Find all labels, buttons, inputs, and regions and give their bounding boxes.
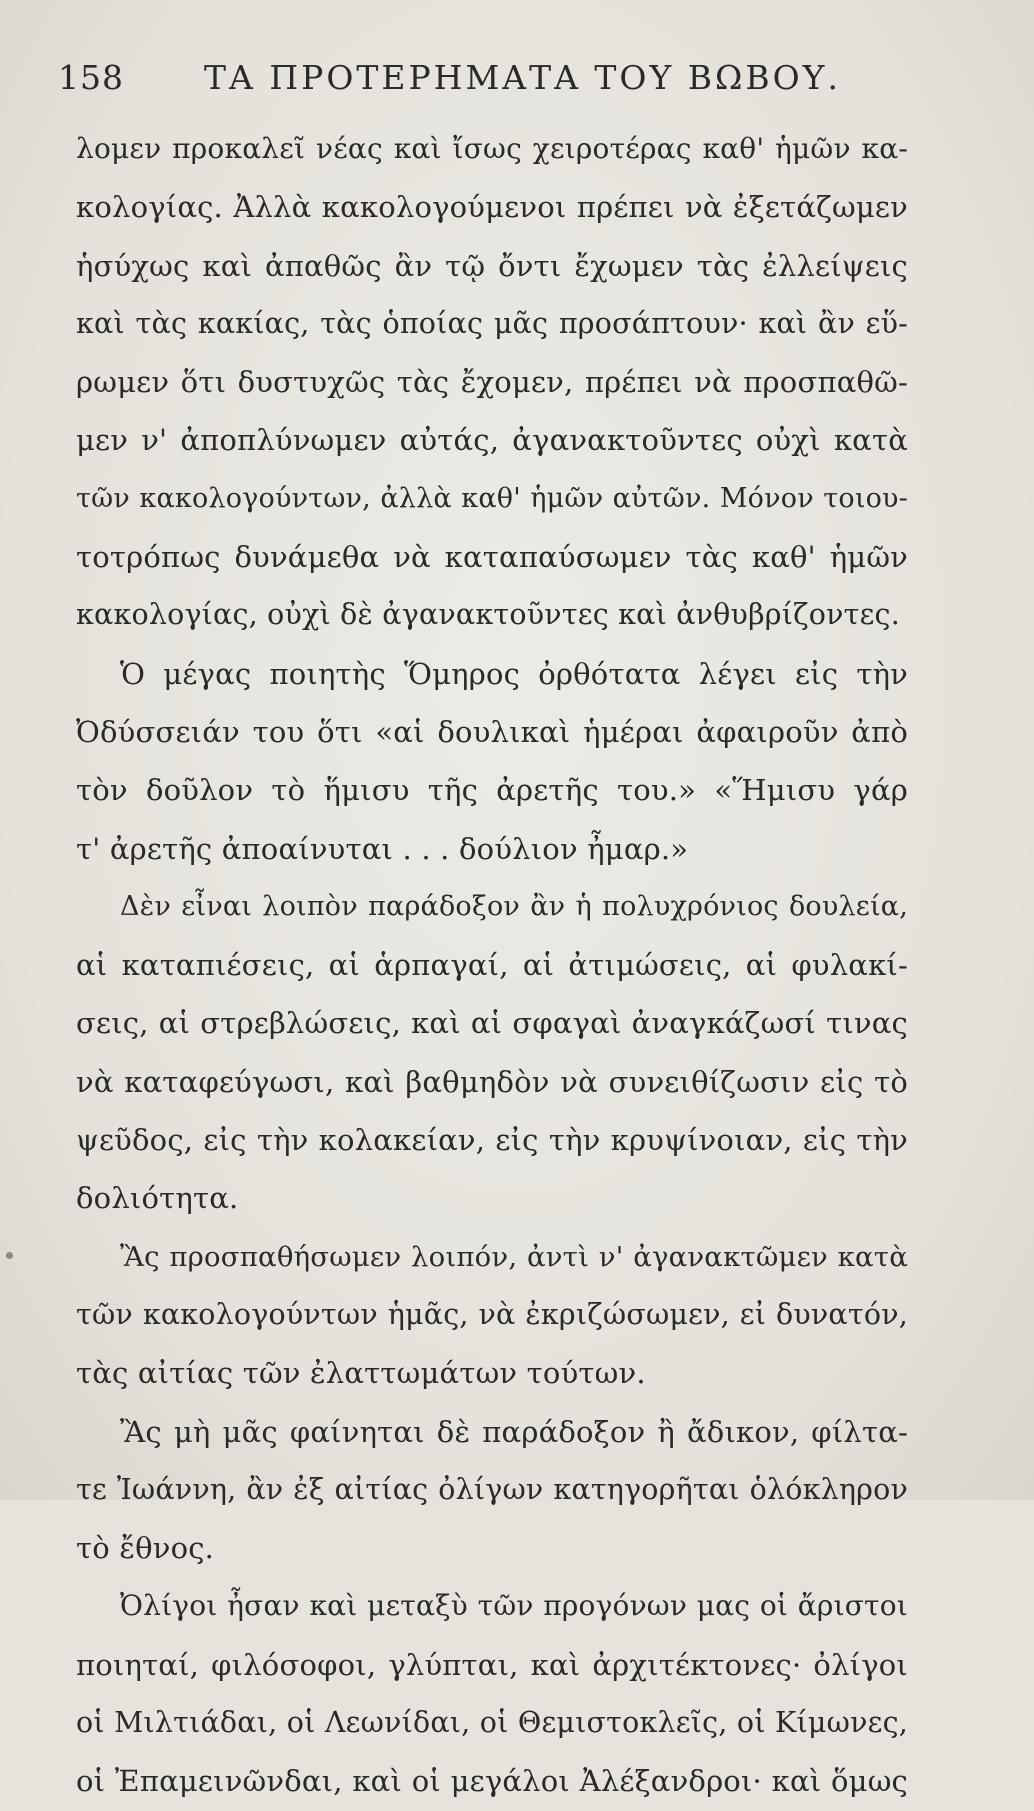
text-line: Ὁ μέγας ποιητὴς Ὅμηρος ὀρθότατα λέγει εἰς τὴν xyxy=(120,656,908,691)
page-number: 158 xyxy=(58,58,124,97)
text-line: οἱ Ἐπαμεινῶνδαι, καὶ οἱ μεγάλοι Ἀλέξανδροι· καὶ ὅμως xyxy=(76,1764,908,1799)
running-head xyxy=(58,58,878,106)
ink-speck xyxy=(6,1252,13,1259)
text-line: λομεν προκαλεῖ νέας καὶ ἴσως χειροτέρας καθ' ἡμῶν κα- xyxy=(76,132,908,165)
text-line: Ὀδύσσειάν του ὅτι «αἱ δουλικαὶ ἡμέραι ἀφαιροῦν ἀπὸ xyxy=(76,714,908,749)
text-line: κολογίας. Ἀλλὰ κακολογούμενοι πρέπει νὰ ἐξετάζωμεν xyxy=(76,190,908,225)
text-line: κακολογίας, οὐχὶ δὲ ἀγανακτοῦντες καὶ ἀνθυβρίζοντες. xyxy=(76,598,900,632)
text-line: τε Ἰωάννη, ἂν ἐξ αἰτίας ὀλίγων κατηγορῆται ὁλόκληρον xyxy=(76,1472,908,1506)
text-line: Ὀλίγοι ἦσαν καὶ μεταξὺ τῶν προγόνων μας οἱ ἄριστοι xyxy=(120,1589,908,1623)
text-line: τὸ ἔθνος. xyxy=(76,1531,215,1566)
text-line: ποιηταί, φιλόσοφοι, γλύπται, καὶ ἀρχιτέκτονες· ὀλίγοι xyxy=(76,1647,908,1682)
text-line: δολιότητα. xyxy=(76,1181,239,1216)
text-line: Ἂς μὴ μᾶς φαίνηται δὲ παράδοξον ἢ ἄδικον, φίλτα- xyxy=(120,1414,908,1449)
text-line: αἱ καταπιέσεις, αἱ ἁρπαγαί, αἱ ἀτιμώσεις, αἱ φυλακί- xyxy=(76,948,908,983)
text-line: νὰ καταφεύγωσι, καὶ βαθμηδὸν νὰ συνειθίζωσιν εἰς τὸ xyxy=(76,1064,908,1099)
body-text xyxy=(76,120,908,1811)
text-line: ρωμεν ὅτι δυστυχῶς τὰς ἔχομεν, πρέπει νὰ προσπαθῶ- xyxy=(76,365,908,400)
text-line: Δὲν εἶναι λοιπὸν παράδοξον ἂν ἡ πολυχρόνιος δουλεία, xyxy=(120,890,908,922)
text-line: τὸν δοῦλον τὸ ἥμισυ τῆς ἀρετῆς του.» «Ἥμισυ γάρ xyxy=(76,773,908,808)
text-line: ἡσύχως καὶ ἀπαθῶς ἂν τῷ ὄντι ἔχωμεν τὰς ἐλλείψεις xyxy=(76,248,908,283)
text-line: οἱ Μιλτιάδαι, οἱ Λεωνίδαι, οἱ Θεμιστοκλεῖς, οἱ Κίμωνες, xyxy=(76,1706,908,1740)
text-line: τῶν κακολογούντων, ἀλλὰ καθ' ἡμῶν αὐτῶν. Μόνον τοιου- xyxy=(76,482,908,514)
text-line: Ἂς προσπαθήσωμεν λοιπόν, ἀντὶ ν' ἀγανακτῶμεν κατὰ xyxy=(120,1240,908,1273)
text-line: σεις, αἱ στρεβλώσεις, καὶ αἱ σφαγαὶ ἀναγκάζωσί τινας xyxy=(76,1006,908,1041)
text-line: τὰς αἰτίας τῶν ἐλαττωμάτων τούτων. xyxy=(76,1356,646,1391)
book-title: ΤΑ ΠΡΟΤΕΡΗΜΑΤΑ ΤΟΥ ΒΩΒΟΥ. xyxy=(204,58,841,97)
text-line: τ' ἀρετῆς ἀποαίνυται . . . δούλιον ἦμαρ.» xyxy=(76,831,689,866)
text-line: μεν ν' ἀποπλύνωμεν αὐτάς, ἀγανακτοῦντες οὐχὶ κατὰ xyxy=(76,423,908,458)
text-line: καὶ τὰς κακίας, τὰς ὁποίας μᾶς προσάπτουν· καὶ ἂν εὕ- xyxy=(76,306,908,340)
text-line: τοτρόπως δυνάμεθα νὰ καταπαύσωμεν τὰς καθ' ἡμῶν xyxy=(76,540,908,575)
text-line: ψεῦδος, εἰς τὴν κολακείαν, εἰς τὴν κρυψίνοιαν, εἰς τὴν xyxy=(76,1123,908,1158)
text-line: τῶν κακολογούντων ἡμᾶς, νὰ ἐκριζώσωμεν, εἰ δυνατόν, xyxy=(76,1297,908,1331)
